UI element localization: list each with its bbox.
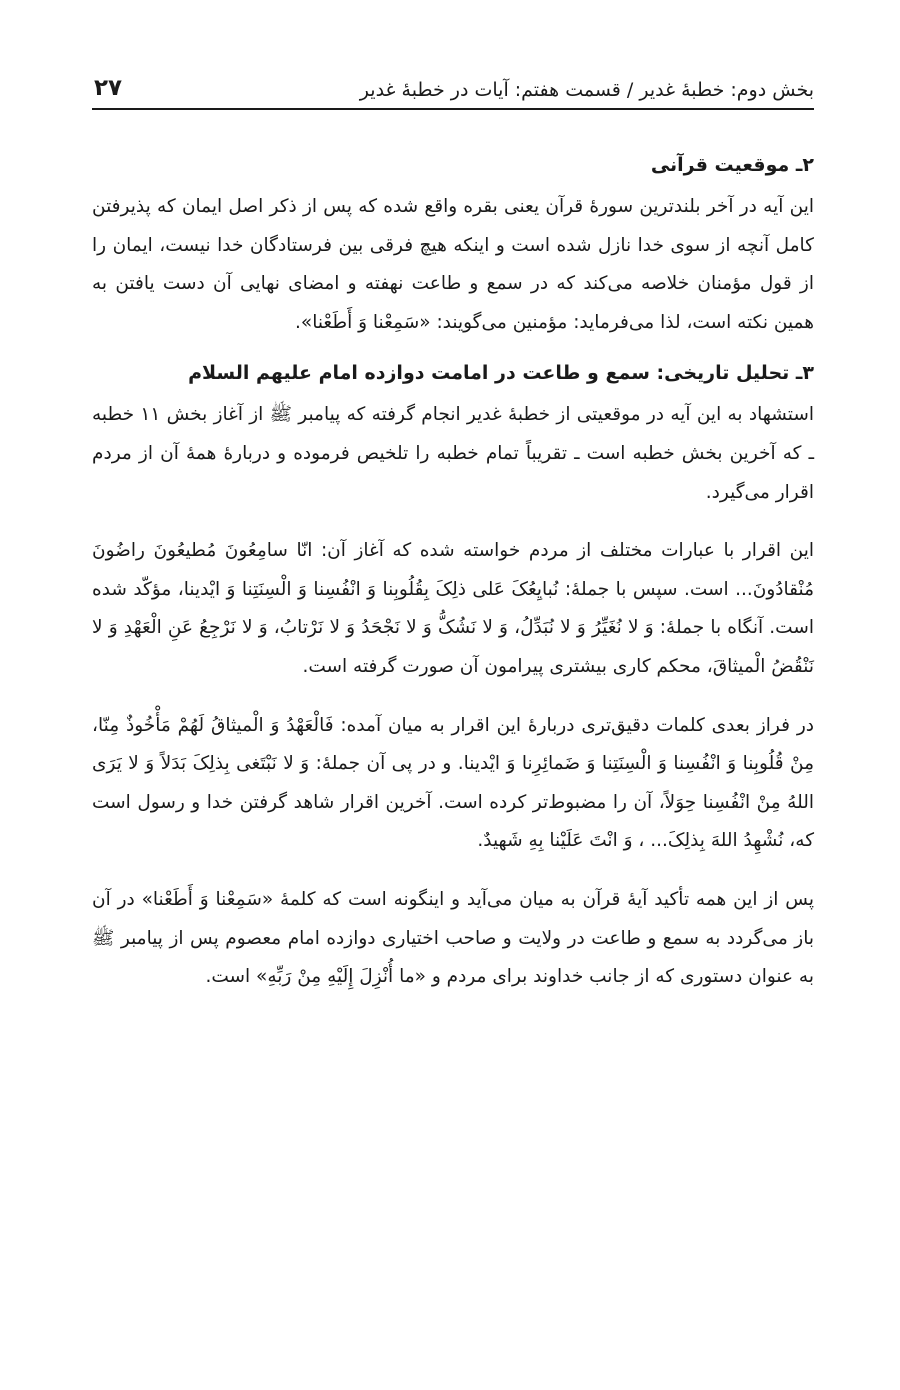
running-header-title: بخش دوم: خطبۀ غدیر / قسمت هفتم: آیات در خطبۀ غدیر bbox=[359, 79, 814, 101]
section-heading-quranic-position: ۲ـ موقعیت قرآنی bbox=[650, 154, 814, 176]
paragraph: این اقرار با عبارات مختلف از مردم خواسته شده که آغاز آن: انّا سامِعُونَ مُطیعُونَ راضُونَ مُنْقادُونَ... است. سپس با جملۀ: نُبایِعُکَ عَلی ذلِکَ بِقُلُوبِنا وَ انْفُسِنا وَ الْسِنَتِنا وَ ایْدینا، مؤکّد شده است. آنگاه با جملۀ: وَ لا نُغَیِّرُ وَ لا نُبَدِّلُ، وَ لا نَشُکُّ وَ لا نَجْحَدُ وَ لا نَرْتابُ، وَ لا نَرْجِعُ عَنِ الْعَهْدِ وَ لا نَنْقُضُ الْمیثاقَ، محکم کاری بیشتری پیرامون آن صورت گرفته است. bbox=[92, 540, 814, 677]
book-page bbox=[92, 60, 814, 997]
page-content bbox=[92, 150, 814, 997]
paragraph: پس از این همه تأکید آیۀ قرآن به میان می‌آید و اینگونه است که کلمۀ «سَمِعْنا وَ أَطَعْنا» در آن باز می‌گردد به سمع و طاعت در ولایت و صاحب اختیاری دوازده امام معصوم پس از پیامبر ﷺ به عنوان دستوری که از جانب خداوند برای مردم و «ما أُنْزِلَ إِلَیْهِ مِنْ رَبِّهِ» است. bbox=[92, 888, 814, 988]
page-header bbox=[92, 60, 814, 110]
paragraph: این آیه در آخر بلندترین سورۀ قرآن یعنی بقره واقع شده که پس از ذکر اصل ایمان که پذیرفتن کامل آنچه از سوی خدا نازل شده است و اینکه هیچ فرقی بین فرستادگان خدا نیست، ایمان را از قول مؤمنان خلاصه می‌کند که در سمع و طاعت نهفته و امضای نهایی آن دست یافتن به همین نکته است، لذا می‌فرماید: مؤمنین می‌گویند: «سَمِعْنا وَ أَطَعْنا». bbox=[92, 196, 814, 333]
page-number: ۲۷ bbox=[94, 75, 123, 101]
section-heading-historical-analysis: ۳ـ تحلیل تاریخی: سمع و طاعت در امامت دوازده امام عليهم السلام bbox=[188, 362, 814, 385]
paragraph: در فراز بعدی کلمات دقیق‌تری دربارۀ این اقرار به میان آمده: فَالْعَهْدُ وَ الْمیثاقُ لَهُمْ مَأْخُوذٌ مِنّا، مِنْ قُلُوبِنا وَ انْفُسِنا وَ الْسِنَتِنا وَ ضَمائِرِنا وَ ایْدینا. و در پی آن جملۀ: وَ لا نَبْتَغی بِذلِکَ بَدَلاً وَ لا یَرَی اللهُ مِنْ انْفُسِنا حِوَلاً، آن را مضبوط‌تر کرده است. آخرین اقرار شاهد گرفتن خدا و رسول است که، نُشْهِدُ اللهَ بِذلِکَ... ، وَ انْتَ عَلَیْنا بِهِ شَهیدٌ. bbox=[92, 714, 814, 852]
paragraph: استشهاد به این آیه در موقعیتی از خطبۀ غدیر انجام گرفته که پیامبر ﷺ از آغاز بخش ۱۱ خطبه ـ که آخرین بخش خطبه است ـ تقریباً تمام خطبه را تلخیص فرموده و دربارۀ همۀ آن از مردم اقرار می‌گیرد. bbox=[92, 404, 815, 503]
